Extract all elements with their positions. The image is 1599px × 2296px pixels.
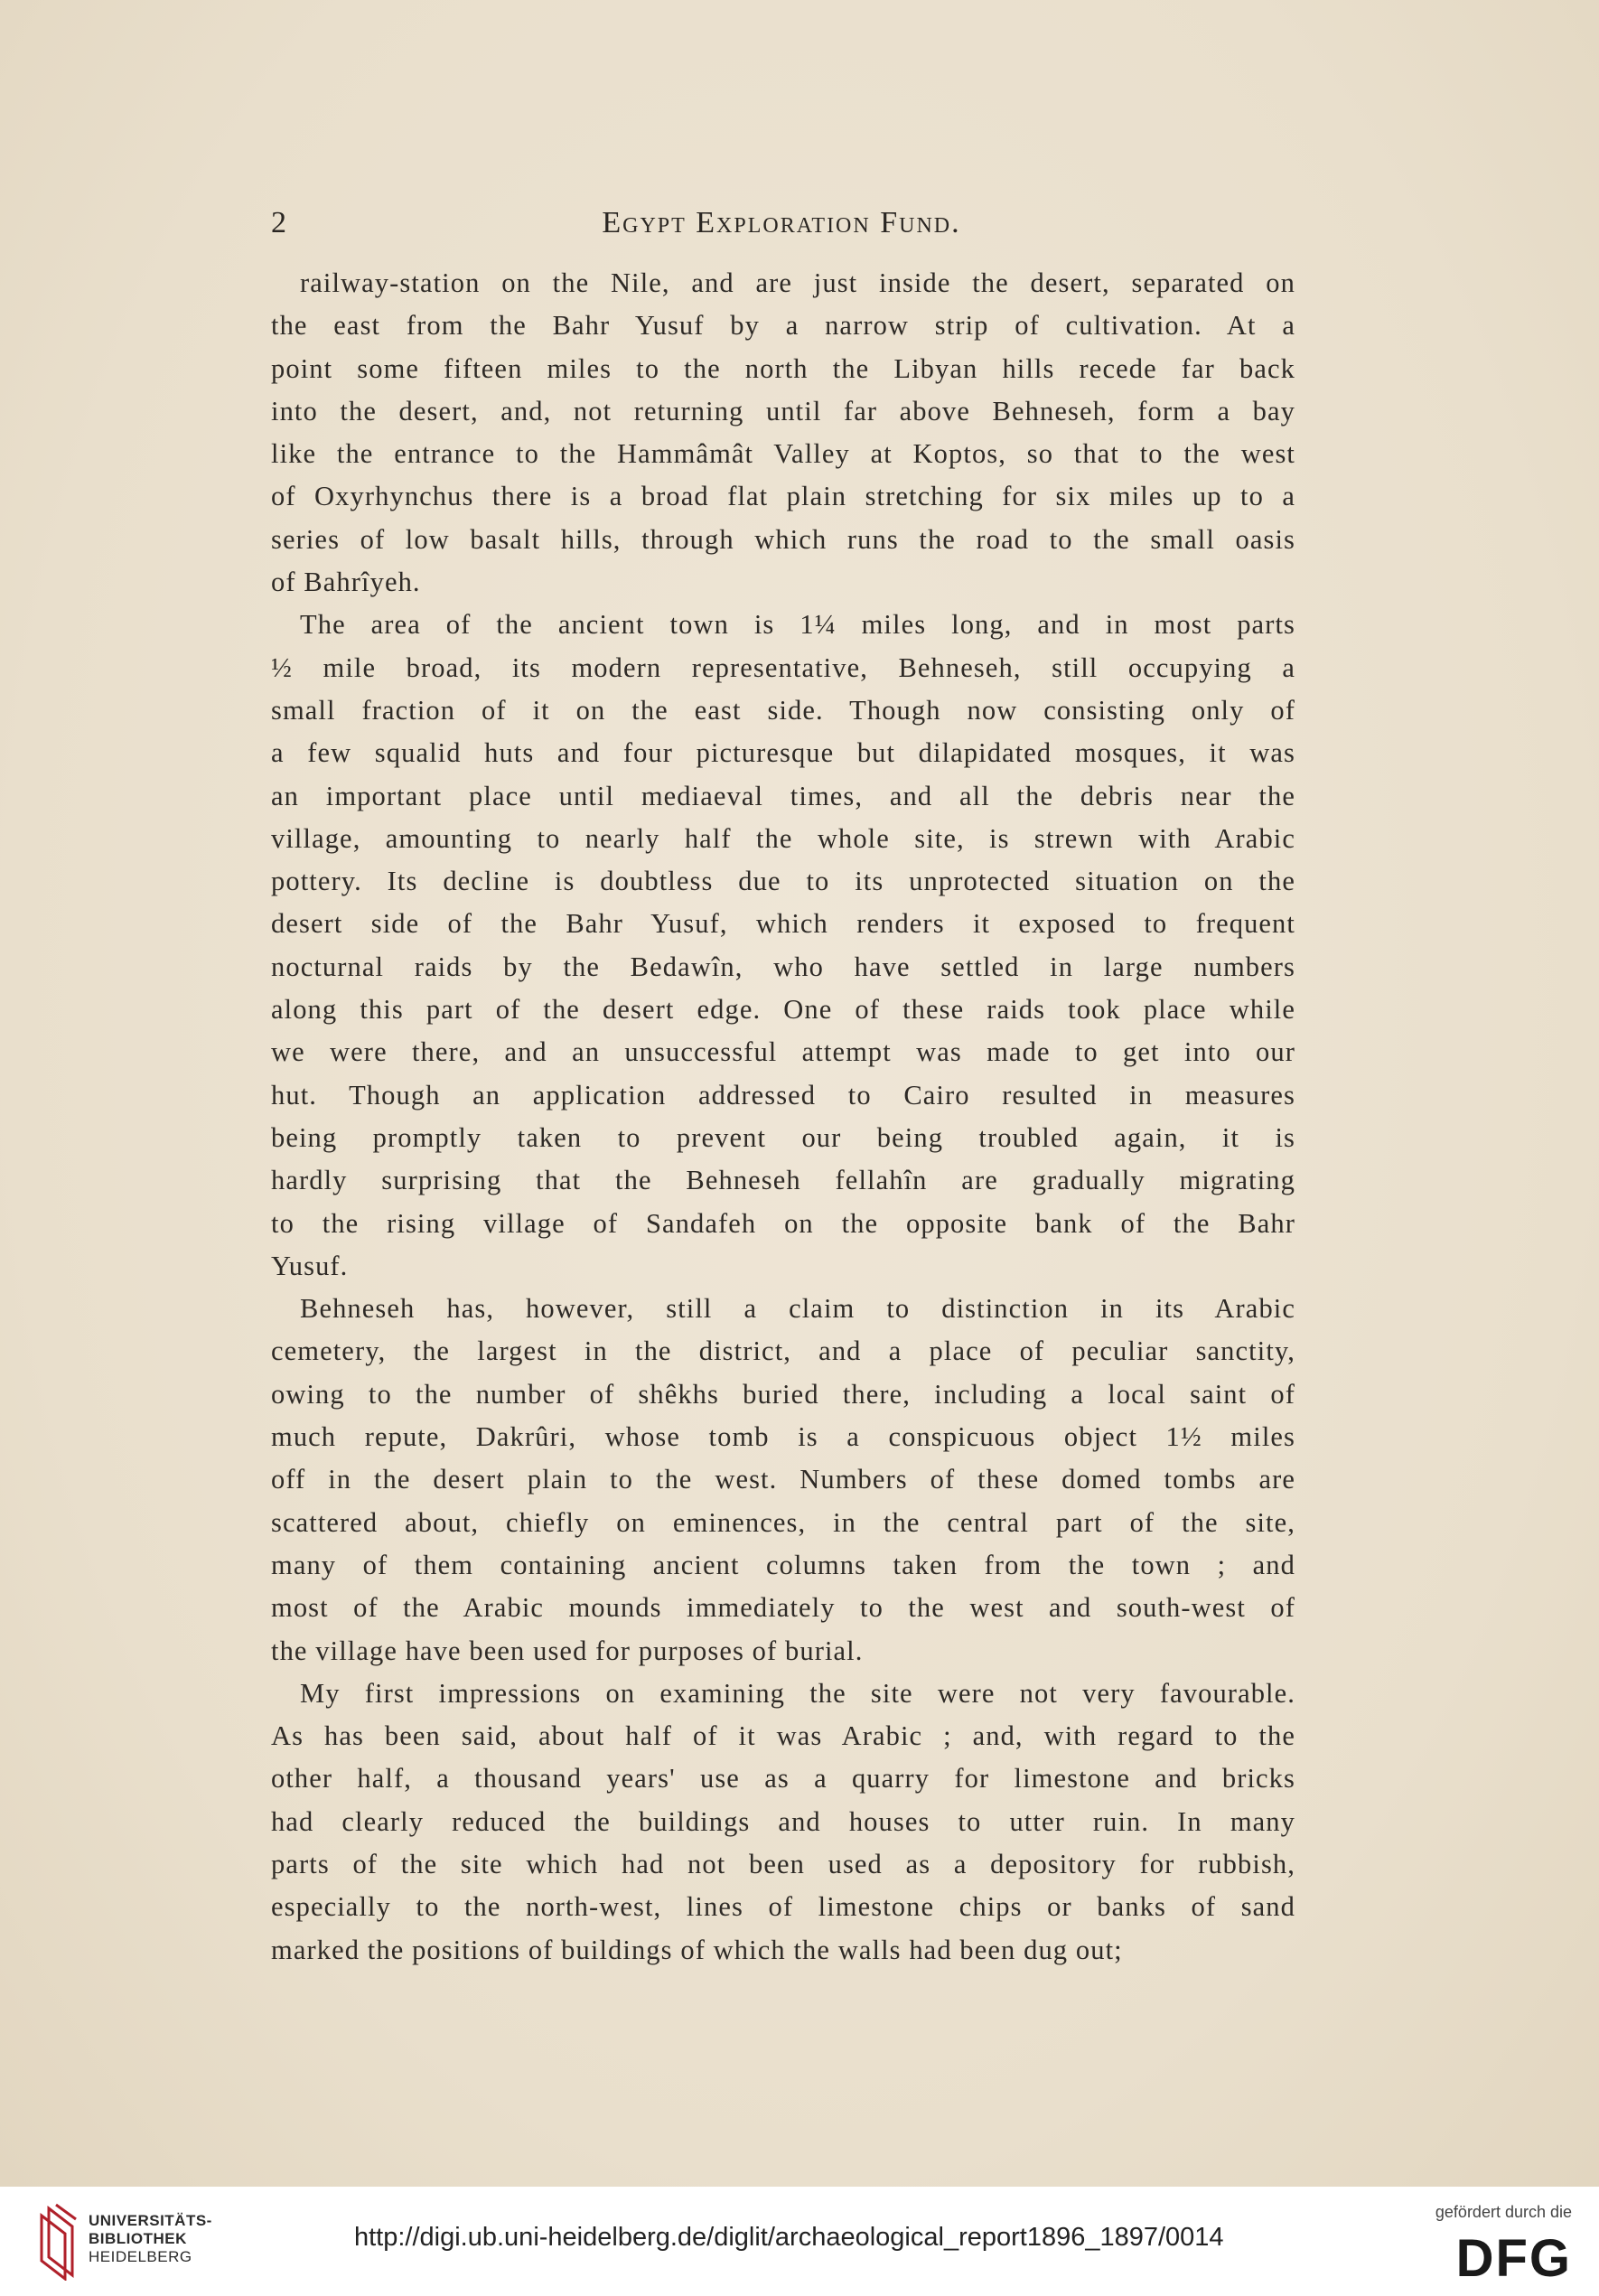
library-name-line-1: UNIVERSITÄTS- bbox=[89, 2212, 212, 2229]
text-line: marked the positions of buildings of which the walls had been dug out; bbox=[271, 1934, 1123, 1965]
text-line: off in the desert plain to the west. Numbers of these domed tombs are bbox=[271, 1464, 1295, 1495]
text-line: being promptly taken to prevent our being troubled again, it is bbox=[271, 1121, 1295, 1153]
permalink-url[interactable]: http://digi.ub.uni-heidelberg.de/diglit/archaeological_report1896_1897/0014 bbox=[354, 2223, 1224, 2252]
text-line: ½ mile broad, its modern representative, Behneseh, still occupying a bbox=[271, 651, 1295, 683]
running-title: Egypt Exploration Fund. bbox=[602, 206, 961, 239]
text-line: the east from the Bahr Yusuf by a narrow strip of cultivation. At a bbox=[271, 310, 1295, 342]
body-text bbox=[271, 262, 1295, 1972]
text-line: had clearly reduced the buildings and houses to utter ruin. In many bbox=[271, 1805, 1295, 1837]
text-line: hut. Though an application addressed to Cairo resulted in measures bbox=[271, 1079, 1295, 1111]
text-line: hardly surprising that the Behneseh fellahîn are gradually migrating bbox=[271, 1165, 1295, 1196]
text-line: point some fifteen miles to the north the Libyan hills recede far back bbox=[271, 352, 1295, 384]
text-line: Yusuf. bbox=[271, 1250, 349, 1281]
page-header bbox=[271, 206, 1292, 242]
university-library-logo-icon bbox=[36, 2203, 78, 2281]
text-line: an important place until mediaeval times, and all the debris near the bbox=[271, 780, 1295, 811]
text-line: owing to the number of shêkhs buried there, including a local saint of bbox=[271, 1378, 1295, 1410]
library-name-line-3: HEIDELBERG bbox=[89, 2248, 192, 2265]
text-line: The area of the ancient town is 1¼ miles long, and in most parts bbox=[300, 609, 1295, 641]
text-line: pottery. Its decline is doubtless due to its unprotected situation on the bbox=[271, 866, 1295, 897]
text-line: parts of the site which had not been used as a depository for rubbish, bbox=[271, 1848, 1295, 1879]
footer-bar bbox=[0, 2187, 1599, 2296]
text-line: cemetery, the largest in the district, and a place of peculiar sanctity, bbox=[271, 1335, 1295, 1367]
text-line: the village have been used for purposes of burial. bbox=[271, 1635, 864, 1666]
text-line: As has been said, about half of it was Arabic ; and, with regard to the bbox=[271, 1720, 1295, 1752]
text-line: small fraction of it on the east side. Though now consisting only of bbox=[271, 694, 1295, 726]
text-line: My first impressions on examining the site were not very favourable. bbox=[300, 1677, 1295, 1709]
page-number: 2 bbox=[271, 206, 286, 239]
text-line: like the entrance to the Hammâmât Valley at Koptos, so that to the west bbox=[271, 438, 1295, 470]
text-line: Behneseh has, however, still a claim to distinction in its Arabic bbox=[300, 1293, 1295, 1325]
text-line: of Bahrîyeh. bbox=[271, 567, 421, 598]
text-line: many of them containing ancient columns taken from the town ; and bbox=[271, 1549, 1295, 1580]
text-line: of Oxyrhynchus there is a broad flat plain stretching for six miles up to a bbox=[271, 481, 1295, 512]
funded-by-label: gefördert durch die bbox=[1435, 2203, 1572, 2221]
library-name-line-2: BIBLIOTHEK bbox=[89, 2230, 187, 2247]
text-line: most of the Arabic mounds immediately to the west and south-west of bbox=[271, 1592, 1295, 1624]
text-line: other half, a thousand years' use as a quarry for limestone and bricks bbox=[271, 1763, 1295, 1795]
text-line: scattered about, chiefly on eminences, in the central part of the site, bbox=[271, 1506, 1295, 1538]
text-line: desert side of the Bahr Yusuf, which renders it exposed to frequent bbox=[271, 908, 1295, 940]
text-line: we were there, and an unsuccessful attempt was made to get into our bbox=[271, 1036, 1295, 1068]
text-line: into the desert, and, not returning until far above Behneseh, form a bay bbox=[271, 395, 1295, 426]
text-line: along this part of the desert edge. One of these raids took place while bbox=[271, 994, 1295, 1026]
text-line: nocturnal raids by the Bedawîn, who have settled in large numbers bbox=[271, 951, 1295, 982]
text-line: especially to the north-west, lines of limestone chips or banks of sand bbox=[271, 1891, 1295, 1923]
text-line: village, amounting to nearly half the whole site, is strewn with Arabic bbox=[271, 822, 1295, 854]
dfg-logo: DFG bbox=[1455, 2229, 1572, 2288]
text-line: series of low basalt hills, through which runs the road to the small oasis bbox=[271, 523, 1295, 555]
text-line: railway-station on the Nile, and are just inside the desert, separated on bbox=[300, 267, 1295, 298]
text-line: to the rising village of Sandafeh on the opposite bank of the Bahr bbox=[271, 1207, 1295, 1239]
text-line: much repute, Dakrûri, whose tomb is a conspicuous object 1½ miles bbox=[271, 1421, 1295, 1453]
library-name bbox=[89, 2212, 212, 2266]
text-line: a few squalid huts and four picturesque but dilapidated mosques, it was bbox=[271, 737, 1295, 769]
